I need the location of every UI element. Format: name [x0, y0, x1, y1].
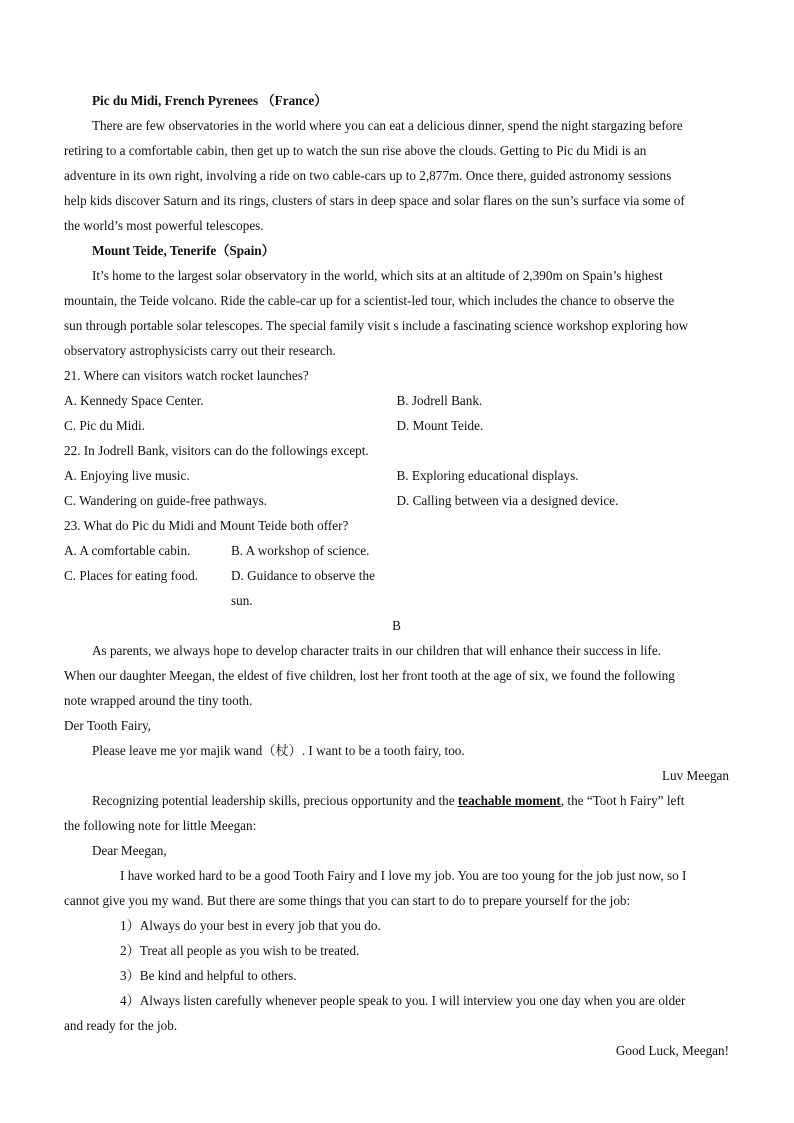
options-row: [64, 563, 729, 613]
paragraph-line: help kids discover Saturn and its rings, clusters of stars in deep space and solar flares on the sun’s surface via some of: [64, 193, 685, 208]
question-22: [64, 438, 729, 513]
option-d: D. Mount Teide.: [396, 418, 484, 433]
mount-teide-heading: Mount Teide, Tenerife（Spain）: [92, 243, 275, 258]
list-item-continuation: and ready for the job.: [64, 1018, 178, 1033]
section-b-intro: [64, 638, 729, 713]
paragraph-line: I have worked hard to be a good Tooth Fairy and I love my job. You are too young for the job just now, so I: [120, 868, 687, 883]
paragraph-line: sun through portable solar telescopes. The special family visit s include a fascinating science workshop exploring how: [64, 318, 689, 333]
options-row: [64, 488, 729, 513]
paragraph-line: the following note for little Meegan:: [64, 818, 257, 833]
options-row: [64, 538, 729, 563]
question-stem: 22. In Jodrell Bank, visitors can do the followings except.: [64, 443, 369, 458]
paragraph-line: note wrapped around the tiny tooth.: [64, 693, 253, 708]
reply-salutation: Dear Meegan,: [92, 843, 167, 858]
list-item: 4）Always listen carefully whenever people speak to you. I will interview you one day when you are older: [120, 993, 686, 1008]
paragraph-line: mountain, the Teide volcano. Ride the cable-car up for a scientist-led tour, which includes the chance to observe the: [64, 293, 675, 308]
paragraph-line: It’s home to the largest solar observatory in the world, which sits at an altitude of 2,390m on Spain’s highest: [92, 268, 663, 283]
list-item: 1）Always do your best in every job that you do.: [120, 918, 381, 933]
reply-paragraph: [64, 863, 729, 913]
list-item: 2）Treat all people as you wish to be treated.: [120, 943, 360, 958]
list-item: 3）Be kind and helpful to others.: [120, 968, 297, 983]
paragraph-line: There are few observatories in the world where you can eat a delicious dinner, spend the night stargazing before: [92, 118, 683, 133]
option-c: C. Pic du Midi.: [64, 418, 145, 433]
paragraph-line: [64, 788, 729, 813]
recog-text: Recognizing potential leadership skills, precious opportunity and the: [92, 793, 458, 808]
paragraph-line: the world’s most powerful telescopes.: [64, 218, 264, 233]
paragraph-line: adventure in its own right, involving a ride on two cable-cars up to 2,877m. Once there, guided astronomy sessions: [64, 168, 672, 183]
mount-teide-paragraph: [64, 263, 729, 363]
question-21: [64, 363, 729, 438]
option-c: C. Wandering on guide-free pathways.: [64, 493, 268, 508]
question-23: [64, 513, 729, 613]
option-a: A. Enjoying live music.: [64, 468, 190, 483]
paragraph-line: When our daughter Meegan, the eldest of five children, lost her front tooth at the age of six, we found the following: [64, 668, 675, 683]
paragraph-line: cannot give you my wand. But there are some things that you can start to do to prepare yourself for the job:: [64, 893, 631, 908]
paragraph-line: As parents, we always hope to develop character traits in our children that will enhance their success in life.: [92, 643, 662, 658]
option-a: A. Kennedy Space Center.: [64, 393, 204, 408]
note-body: Please leave me yor majik wand（杖）. I want to be a tooth fairy, too.: [92, 743, 465, 758]
note-signoff: Luv Meegan: [661, 768, 729, 783]
question-stem: 21. Where can visitors watch rocket launches?: [64, 368, 309, 383]
option-b: B. Jodrell Bank.: [396, 393, 483, 408]
option-b: B. Exploring educational displays.: [396, 468, 579, 483]
options-row: [64, 463, 729, 488]
options-row: [64, 413, 729, 438]
paragraph-line: retiring to a comfortable cabin, then get up to watch the sun rise above the clouds. Getting to Pic du Midi is an: [64, 143, 647, 158]
reply-signoff: Good Luck, Meegan!: [615, 1043, 729, 1058]
option-d: D. Calling between via a designed device.: [396, 493, 619, 508]
teachable-moment-emphasis: teachable moment: [457, 793, 561, 808]
document-page: [64, 88, 729, 1063]
option-d: D. Guidance to observe the sun.: [231, 568, 375, 608]
note-salutation: Der Tooth Fairy,: [64, 718, 151, 733]
section-b-label: B: [392, 618, 401, 633]
option-c: C. Places for eating food.: [64, 568, 199, 583]
option-a: A. A comfortable cabin.: [64, 543, 191, 558]
recog-text: , the “Toot h Fairy” left: [560, 793, 685, 808]
option-b: B. A workshop of science.: [231, 543, 370, 558]
paragraph-line: observatory astrophysicists carry out their research.: [64, 343, 336, 358]
pic-du-midi-paragraph: [64, 113, 729, 238]
pic-du-midi-heading: Pic du Midi, French Pyrenees （France）: [92, 93, 328, 108]
recognizing-paragraph: [64, 788, 729, 838]
question-stem: 23. What do Pic du Midi and Mount Teide both offer?: [64, 518, 349, 533]
options-row: [64, 388, 729, 413]
